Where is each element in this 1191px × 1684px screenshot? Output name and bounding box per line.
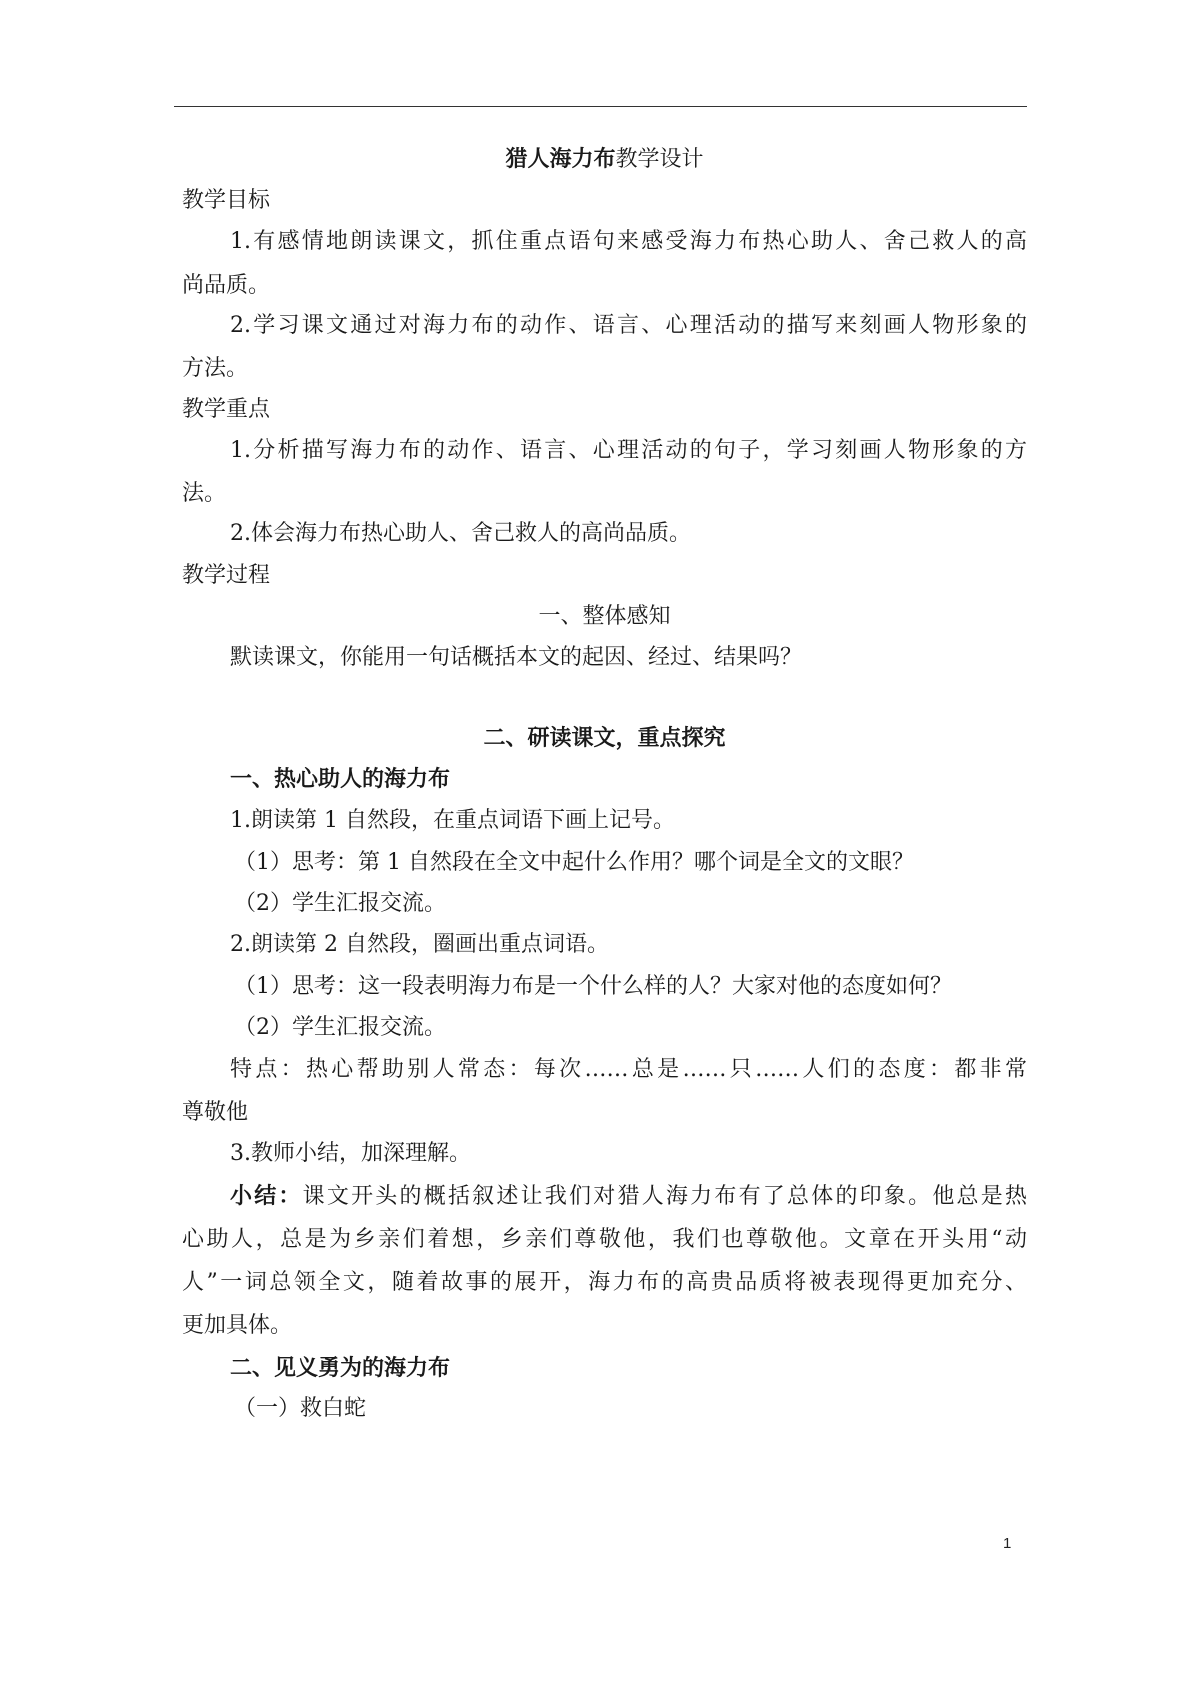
- section-heading-process: 教学过程: [182, 563, 271, 588]
- s1-item-2-question-1: （1）思考：这一段表明海力布是一个什么样的人？大家对他的态度如何？: [234, 974, 952, 999]
- key-2: 2.体会海力布热心助人、舍己救人的高尚品质。: [230, 521, 691, 546]
- header-rule: [174, 106, 1027, 107]
- s1-item-1: 1.朗读第 1 自然段，在重点词语下画上记号。: [230, 808, 675, 833]
- s1-item-1-question-2: （2）学生汇报交流。: [234, 891, 446, 916]
- key-1-line-1: 1.分析描写海力布的动作、语言、心理活动的句子，学习刻画人物形象的方: [230, 438, 1027, 463]
- goal-2-line-1: 2.学习课文通过对海力布的动作、语言、心理活动的描写来刻画人物形象的: [230, 313, 1027, 338]
- section-heading-key-points: 教学重点: [182, 397, 271, 422]
- traits-line-1: 特点：热心帮助别人常态：每次……总是……只……人们的态度：都非常: [230, 1057, 1027, 1082]
- s1-item-3: 3.教师小结，加深理解。: [230, 1141, 471, 1166]
- s1-item-1-question-1: （1）思考：第 1 自然段在全文中起什么作用？哪个词是全文的文眼？: [234, 850, 914, 875]
- summary-line-3: 人”一词总领全文，随着故事的展开，海力布的高贵品质将被表现得更加充分、: [182, 1270, 1027, 1295]
- summary-line-1-text: 课文开头的概括叙述让我们对猎人海力布有了总体的印象。他总是热: [302, 1184, 1027, 1209]
- sub2-item-1: （一）救白蛇: [234, 1396, 367, 1421]
- goal-1-line-1: 1.有感情地朗读课文，抓住重点语句来感受海力布热心助人、舍己救人的高: [230, 229, 1027, 254]
- summary-line-1: [230, 1181, 1027, 1212]
- traits-line-2: 尊敬他: [182, 1100, 249, 1125]
- summary-line-4: 更加具体。: [182, 1313, 293, 1338]
- section-heading-goals: 教学目标: [182, 188, 271, 213]
- s1-item-2: 2.朗读第 2 自然段，圈画出重点词语。: [230, 932, 609, 957]
- summary-line-2: 心助人，总是为乡亲们着想，乡亲们尊敬他，我们也尊敬他。文章在开头用“动: [182, 1227, 1027, 1252]
- goal-2-line-2: 方法。: [182, 356, 249, 381]
- part-1-heading: 一、整体感知: [538, 604, 671, 629]
- summary-label: 小结：: [230, 1183, 303, 1209]
- title-bold-part: 猎人海力布: [505, 146, 616, 172]
- page-number: 1: [1003, 1535, 1012, 1552]
- document-title: [182, 144, 1027, 175]
- part-1-text: 默读课文，你能用一句话概括本文的起因、经过、结果吗？: [230, 645, 803, 670]
- s1-item-2-question-2: （2）学生汇报交流。: [234, 1015, 446, 1040]
- title-rest-part: 教学设计: [615, 147, 704, 172]
- subsection-1-heading: 一、热心助人的海力布: [230, 766, 451, 792]
- goal-1-line-2: 尚品质。: [182, 273, 271, 298]
- subsection-2-heading: 二、见义勇为的海力布: [230, 1355, 451, 1381]
- key-1-line-2: 法。: [182, 481, 227, 506]
- part-2-heading: 二、研读课文，重点探究: [483, 725, 726, 751]
